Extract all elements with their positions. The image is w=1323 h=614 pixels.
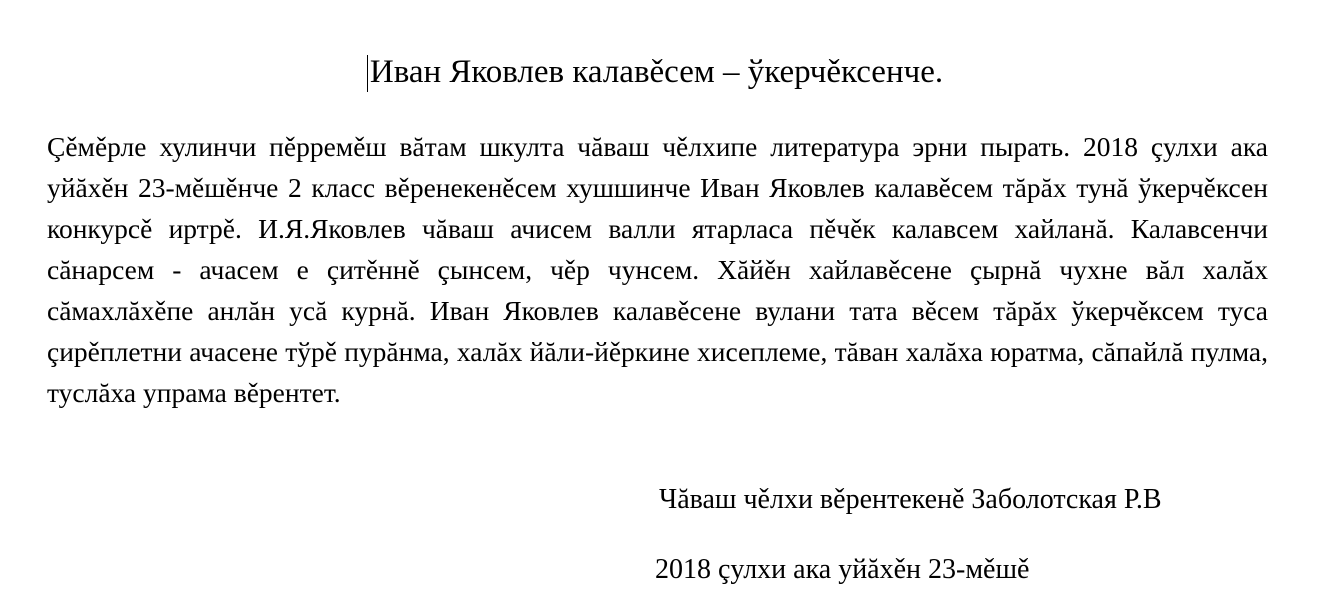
- document-title[interactable]: [370, 52, 943, 92]
- document-title-text: Иван Яковлев калавěсем – ўкерчěксенче.: [369, 54, 944, 90]
- text-cursor: [367, 55, 368, 92]
- title-container: [0, 52, 1313, 96]
- body-paragraph: Çěмěрле хулинчи пěрремěш вăтам шкулта чăваш чěлхипе литература эрни пырать. 2018 çулхи ака уйăхěн 23-мěшěнче 2 класс вěренекенěсем хушшинче Иван Яковлев калавěсем тăрăх тунă ўкерчěксен конкурсě иртрě. И.Я.Яковлев чăваш ачисем валли ятарласа пěчěк калавсем хайланă. Калавсенчи сăнарсем - ачасем е çитěннě çынсем, чěр чунсем. Хăйěн хайлавěсене çырнă чухне вăл халăх сăмахлăхěпе анлăн усă курнă. Иван Яковлев калавěсене вулани тата вěсем тăрăх ўкерчěксем туса çирěплетни ачасене тўрě пурăнма, халăх йăли-йěркине хисеплеме, тăван халăха юратма, сăпайлă пулма, туслăха упрама вěрентет.: [47, 131, 1268, 408]
- author-signature: Чăваш чěлхи вěрентекенě Заболотская Р.В: [659, 484, 1162, 515]
- document-date: 2018 çулхи ака уйăхěн 23-мěшě: [655, 554, 1030, 585]
